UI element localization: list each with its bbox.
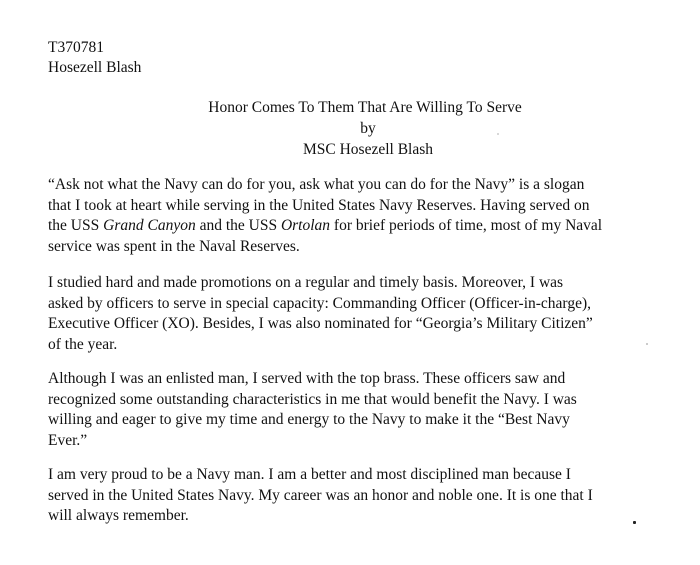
paragraph-line: service was spent in the Naval Reserves.	[48, 237, 300, 255]
ship-name-ortolan: Ortolan	[280, 217, 331, 234]
author-name: Hosezell Blash	[48, 59, 142, 76]
paragraph-line: willing and eager to give my time and energy to the Navy to make it the “Best Navy	[48, 411, 570, 428]
essay-title-block	[0, 97, 700, 160]
paragraph-line	[48, 216, 688, 237]
scan-speck	[646, 343, 648, 345]
byline-author: MSC Hosezell Blash	[302, 141, 434, 158]
paragraph-line: “Ask not what the Navy can do for you, ask what you can do for the Navy” is a slogan	[48, 176, 585, 193]
paragraph-1	[48, 175, 688, 257]
paragraph-line: served in the United States Navy. My career was an honor and noble one. It is one that I	[48, 486, 593, 504]
byline-by: by	[360, 120, 376, 137]
essay-title: Honor Comes To Them That Are Willing To Serve	[208, 99, 522, 116]
text-segment: for brief periods of time, most of my Naval	[330, 217, 603, 234]
document-header	[48, 38, 141, 78]
paragraph-line: asked by officers to serve in special capacity: Commanding Officer (Officer-in-charge),	[48, 294, 591, 312]
text-segment: the USS	[48, 217, 104, 234]
paragraph-4	[48, 465, 688, 527]
paragraph-line: I studied hard and made promotions on a regular and timely basis. Moreover, I was	[48, 274, 564, 291]
paragraph-line: Ever.”	[48, 431, 88, 449]
text-segment: and the USS	[195, 217, 281, 234]
paragraph-line: will always remember.	[48, 507, 189, 524]
paragraph-line: that I took at heart while serving in the United States Navy Reserves. Having served on	[48, 196, 590, 214]
ship-name-grand-canyon: Grand Canyon	[103, 217, 196, 234]
paragraph-line: Executive Officer (XO). Besides, I was also nominated for “Georgia’s Military Citizen”	[48, 315, 593, 332]
paragraph-line: I am very proud to be a Navy man. I am a better and most disciplined man because I	[48, 466, 571, 483]
scan-speck	[633, 521, 636, 524]
paragraph-line: of the year.	[48, 335, 118, 353]
paragraph-line: Although I was an enlisted man, I served with the top brass. These officers saw and	[48, 370, 566, 387]
scan-speck	[497, 133, 499, 135]
paragraph-3	[48, 369, 688, 451]
paragraph-2	[48, 273, 688, 355]
document-id: T370781	[48, 39, 104, 56]
paragraph-line: recognized some outstanding characteristics in me that would benefit the Navy. I was	[48, 390, 577, 408]
